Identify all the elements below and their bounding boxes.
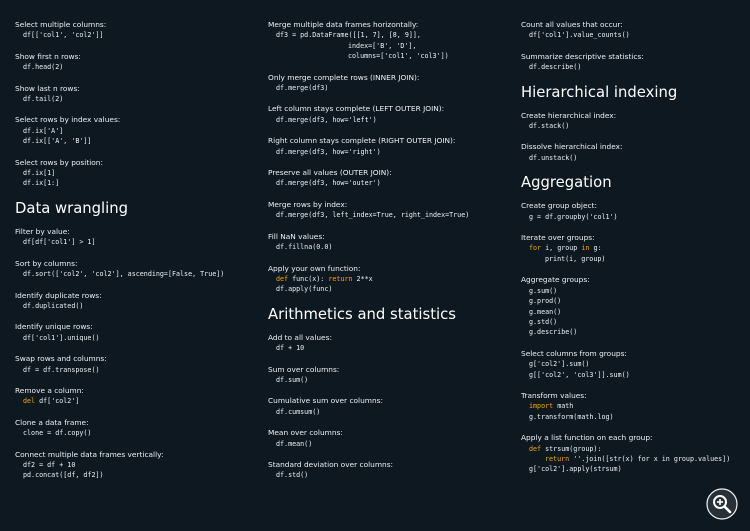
code-line: df['col1'].unique() xyxy=(23,333,100,342)
code-line xyxy=(521,444,746,454)
tip-label: Swap rows and columns: xyxy=(15,354,107,364)
tip-select-rows-index xyxy=(15,115,255,146)
tip-apply-function xyxy=(268,264,513,295)
tip-label: Sum over columns: xyxy=(268,364,340,374)
tip-label: Clone a data frame: xyxy=(15,417,89,427)
tip-label: Apply your own function: xyxy=(268,263,361,273)
tip-label: Add to all values: xyxy=(268,332,332,342)
section-heading-hierarchical: Hierarchical indexing xyxy=(521,83,678,101)
tip-remove-column xyxy=(15,386,255,407)
code-line: df.merge(df3, how='right') xyxy=(276,147,381,156)
tip-label: Create group object: xyxy=(521,201,597,211)
tip-label: Identify unique rows: xyxy=(15,322,93,332)
tip-label: Aggregate groups: xyxy=(521,275,590,285)
tip-clone xyxy=(15,418,255,439)
code-line: g = df.groupby('col1') xyxy=(529,212,618,221)
code-line: df.merge(df3) xyxy=(276,84,329,93)
tip-label: Select rows by index values: xyxy=(15,115,121,125)
code-line: df + 10 xyxy=(276,344,305,353)
code-line: df.ix[['A', 'B']] xyxy=(23,137,92,146)
code-line: df.std() xyxy=(276,471,309,480)
tip-label: Merge multiple data frames horizontally: xyxy=(268,20,419,29)
tip-label: Summarize descriptive statistics: xyxy=(521,51,644,61)
column-1 xyxy=(15,20,255,492)
tip-label: Merge rows by index: xyxy=(268,199,348,209)
section-heading-data-wrangling: Data wrangling xyxy=(15,199,129,217)
code-line: g.prod() xyxy=(529,297,562,306)
code-line: clone = df.copy() xyxy=(23,429,92,438)
code-line: df[['col1', 'col2']] xyxy=(23,31,104,40)
tip-label: Fill NaN values: xyxy=(268,231,325,241)
code-line xyxy=(521,454,746,464)
code-line: df.duplicated() xyxy=(23,301,84,310)
code-line: df.ix[1:] xyxy=(23,179,60,188)
code-line: df.merge(df3, left_index=True, right_index=True) xyxy=(276,211,470,220)
tip-duplicates xyxy=(15,291,255,312)
keyword: import xyxy=(529,402,554,411)
section-heading-aggregation: Aggregation xyxy=(521,174,612,192)
tip-label: Mean over columns: xyxy=(268,428,343,438)
tip-inner-join xyxy=(268,73,513,94)
code-line: columns=['col1', 'col3']) xyxy=(348,52,449,61)
tip-iterate-groups xyxy=(521,233,746,264)
code-line: df.ix[1] xyxy=(23,169,56,178)
zoom-in-icon[interactable] xyxy=(705,487,739,521)
tip-unstack xyxy=(521,142,746,163)
tip-aggregate xyxy=(521,275,746,337)
tip-merge-index xyxy=(268,200,513,221)
keyword: for xyxy=(529,244,542,253)
tip-sum xyxy=(268,365,513,386)
keyword: def xyxy=(276,274,289,283)
code-line: df['col1'].value_counts() xyxy=(529,31,630,40)
code-line: df.apply(func) xyxy=(276,285,333,294)
tip-label: Select multiple columns: xyxy=(15,20,107,29)
code-line: df.unstack() xyxy=(529,153,578,162)
code-line: df.sort(['col2', 'col2'], ascending=[False, True]) xyxy=(23,270,225,279)
tip-label: Show last n rows: xyxy=(15,83,80,93)
tip-fillna xyxy=(268,232,513,253)
code-line: df.fillna(0.0) xyxy=(276,243,333,252)
keyword: def xyxy=(529,444,542,453)
code-line: df.merge(df3, how='left') xyxy=(276,115,377,124)
tip-tail xyxy=(15,84,255,105)
tip-label: Cumulative sum over columns: xyxy=(268,396,383,406)
column-2 xyxy=(268,20,513,492)
tip-label: Connect multiple data frames vertically: xyxy=(15,449,164,459)
code-line: g.mean() xyxy=(529,307,562,316)
tip-label: Show first n rows: xyxy=(15,51,81,61)
code-line: g.std() xyxy=(529,317,558,326)
tip-select-rows-position xyxy=(15,158,255,189)
code-line: df[df['col1'] > 1] xyxy=(23,238,96,247)
code-line: g.describe() xyxy=(529,328,578,337)
tip-value-counts xyxy=(521,20,746,41)
tip-label: Preserve all values (OUTER JOIN): xyxy=(268,168,392,178)
tip-transpose xyxy=(15,354,255,375)
tip-label: Standard deviation over columns: xyxy=(268,459,394,469)
code-line: df.merge(df3, how='outer') xyxy=(276,179,381,188)
code-line: df3 = pd.DataFrame([[1, 7], [8, 9]], xyxy=(276,31,421,40)
tip-head xyxy=(15,52,255,73)
tip-groupby xyxy=(521,201,746,222)
code-text: g: xyxy=(589,244,602,253)
code-line: g.sum() xyxy=(529,286,558,295)
code-line: df = df.transpose() xyxy=(23,365,100,374)
tip-label: Iterate over groups: xyxy=(521,233,595,243)
keyword: in xyxy=(581,244,590,253)
zoom-in-icon-graphic xyxy=(705,487,739,521)
tip-label: Select rows by position: xyxy=(15,157,103,167)
tip-std xyxy=(268,460,513,481)
tip-sort xyxy=(15,259,255,280)
code-line: df.ix['A'] xyxy=(23,126,64,135)
code-line: df.sum() xyxy=(276,375,309,384)
tip-label: Transform values: xyxy=(521,390,587,400)
tip-label: Select columns from groups: xyxy=(521,348,627,358)
tip-stack xyxy=(521,111,746,132)
tip-merge-horizontal xyxy=(268,20,513,62)
code-line: g[['col2', 'col3']].sum() xyxy=(529,370,630,379)
code-line xyxy=(268,274,513,284)
keyword: return xyxy=(545,454,570,463)
tip-select-group-columns xyxy=(521,349,746,380)
tip-label: Filter by value: xyxy=(15,226,70,236)
code-line: g['col2'].sum() xyxy=(529,360,590,369)
code-text: math xyxy=(553,402,574,411)
tip-mean xyxy=(268,428,513,449)
tip-label: Create hierarchical index: xyxy=(521,110,617,120)
tip-label: Remove a column: xyxy=(15,385,84,395)
code-line: df.head(2) xyxy=(23,63,64,72)
code-line: df.describe() xyxy=(529,63,582,72)
code-line: print(i, group) xyxy=(545,254,606,263)
tip-transform xyxy=(521,391,746,422)
keyword: del xyxy=(23,397,36,406)
tip-add-values xyxy=(268,333,513,354)
code-text: strsum(group): xyxy=(541,444,602,453)
tip-label: Left column stays complete (LEFT OUTER JOIN): xyxy=(268,104,445,114)
code-line: df2 = df + 10 xyxy=(23,460,76,469)
tip-label: Dissolve hierarchical index: xyxy=(521,142,623,152)
code-line: index=['B', 'D'], xyxy=(348,41,417,50)
keyword: return xyxy=(328,274,353,283)
tip-label: Only merge complete rows (INNER JOIN): xyxy=(268,72,420,82)
code-text: df['col2'] xyxy=(35,397,80,406)
column-3 xyxy=(521,20,746,486)
code-line xyxy=(521,401,746,411)
tip-label: Sort by columns: xyxy=(15,258,78,268)
tip-describe xyxy=(521,52,746,73)
tip-filter xyxy=(15,227,255,248)
code-text: 2**x xyxy=(352,274,373,283)
tip-select-columns xyxy=(15,20,255,41)
tip-cumsum xyxy=(268,396,513,417)
tip-label: Apply a list function on each group: xyxy=(521,433,653,443)
code-line xyxy=(15,396,255,406)
tip-unique xyxy=(15,322,255,343)
code-line: df.tail(2) xyxy=(23,95,64,104)
code-line: df.stack() xyxy=(529,122,570,131)
tip-concat xyxy=(15,450,255,481)
code-line: g['col2'].apply(strsum) xyxy=(529,465,622,474)
tip-label: Right column stays complete (RIGHT OUTER JOIN): xyxy=(268,136,456,146)
tip-outer-join xyxy=(268,168,513,189)
code-line xyxy=(521,243,746,253)
tip-label: Identify duplicate rows: xyxy=(15,290,102,300)
code-line: g.transform(math.log) xyxy=(529,412,614,421)
code-text: ''.join([str(x) for x in group.values]) xyxy=(569,454,731,463)
tip-label: Count all values that occur: xyxy=(521,20,623,29)
code-text: i, group xyxy=(541,244,582,253)
tip-left-join xyxy=(268,104,513,125)
code-text: func(x): xyxy=(288,274,329,283)
code-line: pd.concat([df, df2]) xyxy=(23,471,104,480)
code-line: df.cumsum() xyxy=(276,407,321,416)
code-line: df.mean() xyxy=(276,439,313,448)
tip-apply-list-function xyxy=(521,433,746,475)
tip-right-join xyxy=(268,136,513,157)
section-heading-arithmetics: Arithmetics and statistics xyxy=(268,305,456,323)
